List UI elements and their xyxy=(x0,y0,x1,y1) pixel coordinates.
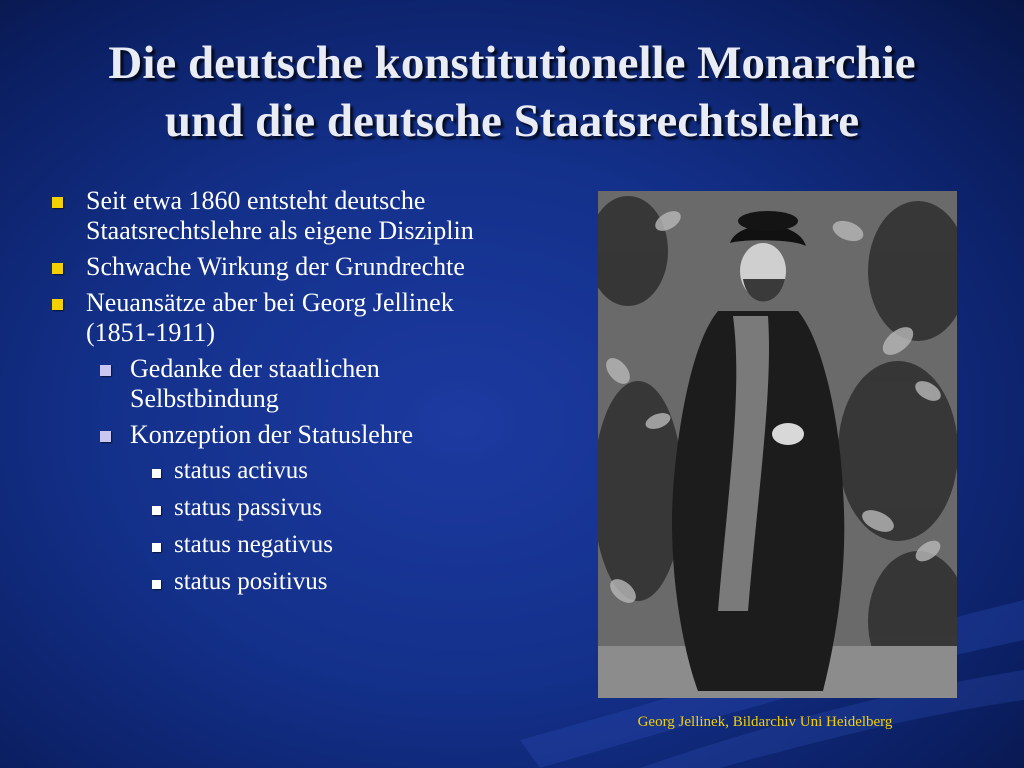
bullet-list xyxy=(46,186,516,604)
bullet-text: Schwache Wirkung der Grundrechte xyxy=(86,252,465,281)
status-text: status passivus xyxy=(174,494,322,521)
status-text: status negativus xyxy=(174,531,334,558)
square-bullet-icon xyxy=(152,506,161,515)
square-bullet-icon xyxy=(52,197,63,208)
square-bullet-icon xyxy=(152,469,161,478)
square-bullet-icon xyxy=(52,299,63,310)
sub-bullet-item xyxy=(46,420,516,450)
status-item xyxy=(46,456,516,486)
sub-bullet-text: Gedanke der staatlichen Selbstbindung xyxy=(130,354,380,413)
status-text: status activus xyxy=(174,457,309,484)
title-line-2: und die deutsche Staatsrechtslehre xyxy=(164,95,860,147)
bullet-item xyxy=(46,186,516,246)
square-bullet-icon xyxy=(100,365,111,376)
status-item xyxy=(46,493,516,523)
bullet-item xyxy=(46,288,516,348)
square-bullet-icon xyxy=(152,580,161,589)
bullet-text: Seit etwa 1860 entsteht deutsche Staatsrechtslehre als eigene Disziplin xyxy=(86,186,474,245)
square-bullet-icon xyxy=(152,543,161,552)
sub-bullet-item xyxy=(46,354,516,414)
bullet-item xyxy=(46,252,516,282)
square-bullet-icon xyxy=(100,431,111,442)
status-item xyxy=(46,567,516,597)
square-bullet-icon xyxy=(52,263,63,274)
status-item xyxy=(46,530,516,560)
status-text: status positivus xyxy=(174,568,328,595)
portrait-photo xyxy=(598,191,957,698)
bullet-text: Neuansätze aber bei Georg Jellinek (1851-1911) xyxy=(86,288,454,347)
sub-bullet-text: Konzeption der Statuslehre xyxy=(130,420,414,449)
photo-caption: Georg Jellinek, Bildarchiv Uni Heidelberg xyxy=(637,714,893,730)
title-line-1: Die deutsche konstitutionelle Monarchie xyxy=(108,37,916,89)
slide-title xyxy=(0,34,1024,150)
